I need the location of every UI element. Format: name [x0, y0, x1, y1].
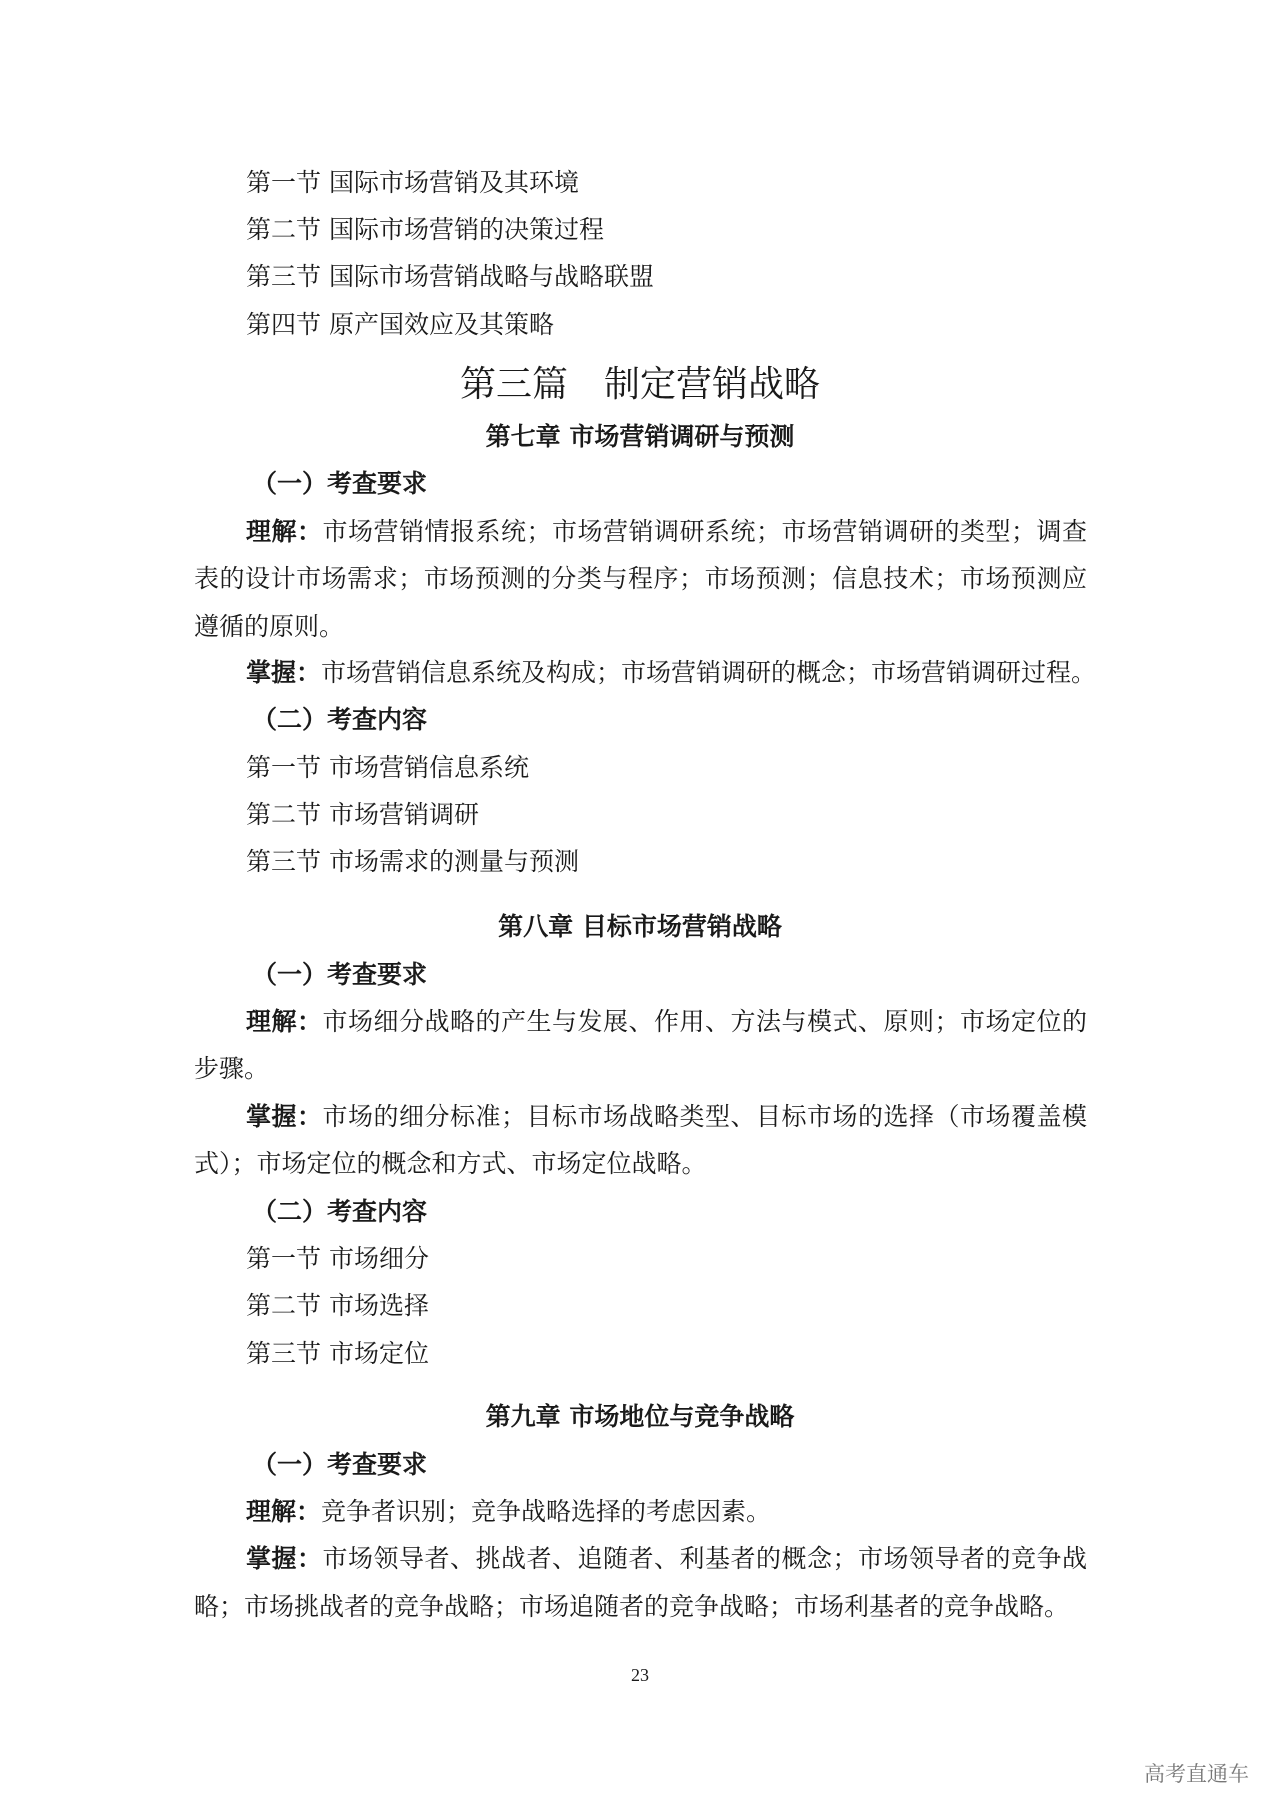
content-heading: （二）考查内容: [252, 1197, 428, 1226]
chapter-title: 第九章 市场地位与竞争战略: [485, 1402, 795, 1431]
page-number: 23: [631, 1665, 649, 1685]
paragraph-line: 略；市场挑战者的竞争战略；市场追随者的竞争战略；市场利基者的竞争战略。: [194, 1592, 1070, 1621]
paragraph-text: 市场领导者、挑战者、追随者、利基者的概念；市场领导者的竞争战: [322, 1544, 1087, 1573]
chapter-title: 第八章 目标市场营销战略: [498, 912, 782, 941]
paragraph-text: 市场的细分标准；目标市场战略类型、目标市场的选择（市场覆盖模: [322, 1102, 1087, 1131]
master-label: 掌握：: [246, 658, 322, 687]
section-line: 第三节 市场定位: [246, 1339, 429, 1368]
section-line: 第四节 原产国效应及其策略: [246, 310, 554, 339]
master-line: [246, 658, 1097, 688]
watermark: 高考直通车: [1144, 1762, 1249, 1786]
understand-line: [246, 517, 1087, 547]
chapter-title: 第七章 市场营销调研与预测: [485, 422, 795, 451]
section-line: 第一节 国际市场营销及其环境: [246, 168, 579, 197]
paragraph-line: 式）；市场定位的概念和方式、市场定位战略。: [194, 1149, 707, 1178]
section-line: 第一节 市场营销信息系统: [246, 753, 529, 782]
understand-line: [246, 1497, 771, 1527]
requirements-heading: （一）考查要求: [252, 469, 428, 498]
understand-label: 理解：: [246, 1497, 322, 1526]
paragraph-text: 竞争者识别；竞争战略选择的考虑因素。: [321, 1497, 772, 1526]
understand-label: 理解：: [246, 517, 323, 546]
part-title: [0, 364, 1280, 406]
paragraph-text: 市场营销情报系统；市场营销调研系统；市场营销调研的类型；调查: [322, 517, 1087, 546]
paragraph-text: 市场细分战略的产生与发展、作用、方法与模式、原则；市场定位的: [322, 1007, 1087, 1036]
understand-line: [246, 1007, 1087, 1037]
requirements-heading: （一）考查要求: [252, 960, 428, 989]
content-heading: （二）考查内容: [252, 705, 428, 734]
part-name: 制定营销战略: [604, 364, 821, 405]
master-label: 掌握：: [246, 1102, 323, 1131]
paragraph-line: 表的设计市场需求；市场预测的分类与程序；市场预测；信息技术；市场预测应: [194, 564, 1087, 593]
paragraph-line: 步骤。: [194, 1054, 270, 1083]
master-line: [246, 1102, 1087, 1132]
section-line: 第二节 国际市场营销的决策过程: [246, 215, 604, 244]
part-number: 第三篇: [459, 364, 568, 405]
section-line: 第三节 国际市场营销战略与战略联盟: [246, 262, 654, 291]
section-line: 第三节 市场需求的测量与预测: [246, 847, 579, 876]
paragraph-line: 遵循的原则。: [194, 612, 345, 641]
understand-label: 理解：: [246, 1007, 323, 1036]
section-line: 第二节 市场营销调研: [246, 800, 479, 829]
paragraph-text: 市场营销信息系统及构成；市场营销调研的概念；市场营销调研过程。: [321, 658, 1097, 687]
master-label: 掌握：: [246, 1544, 323, 1573]
section-line: 第一节 市场细分: [246, 1244, 429, 1273]
requirements-heading: （一）考查要求: [252, 1450, 428, 1479]
master-line: [246, 1544, 1087, 1574]
section-line: 第二节 市场选择: [246, 1291, 429, 1320]
